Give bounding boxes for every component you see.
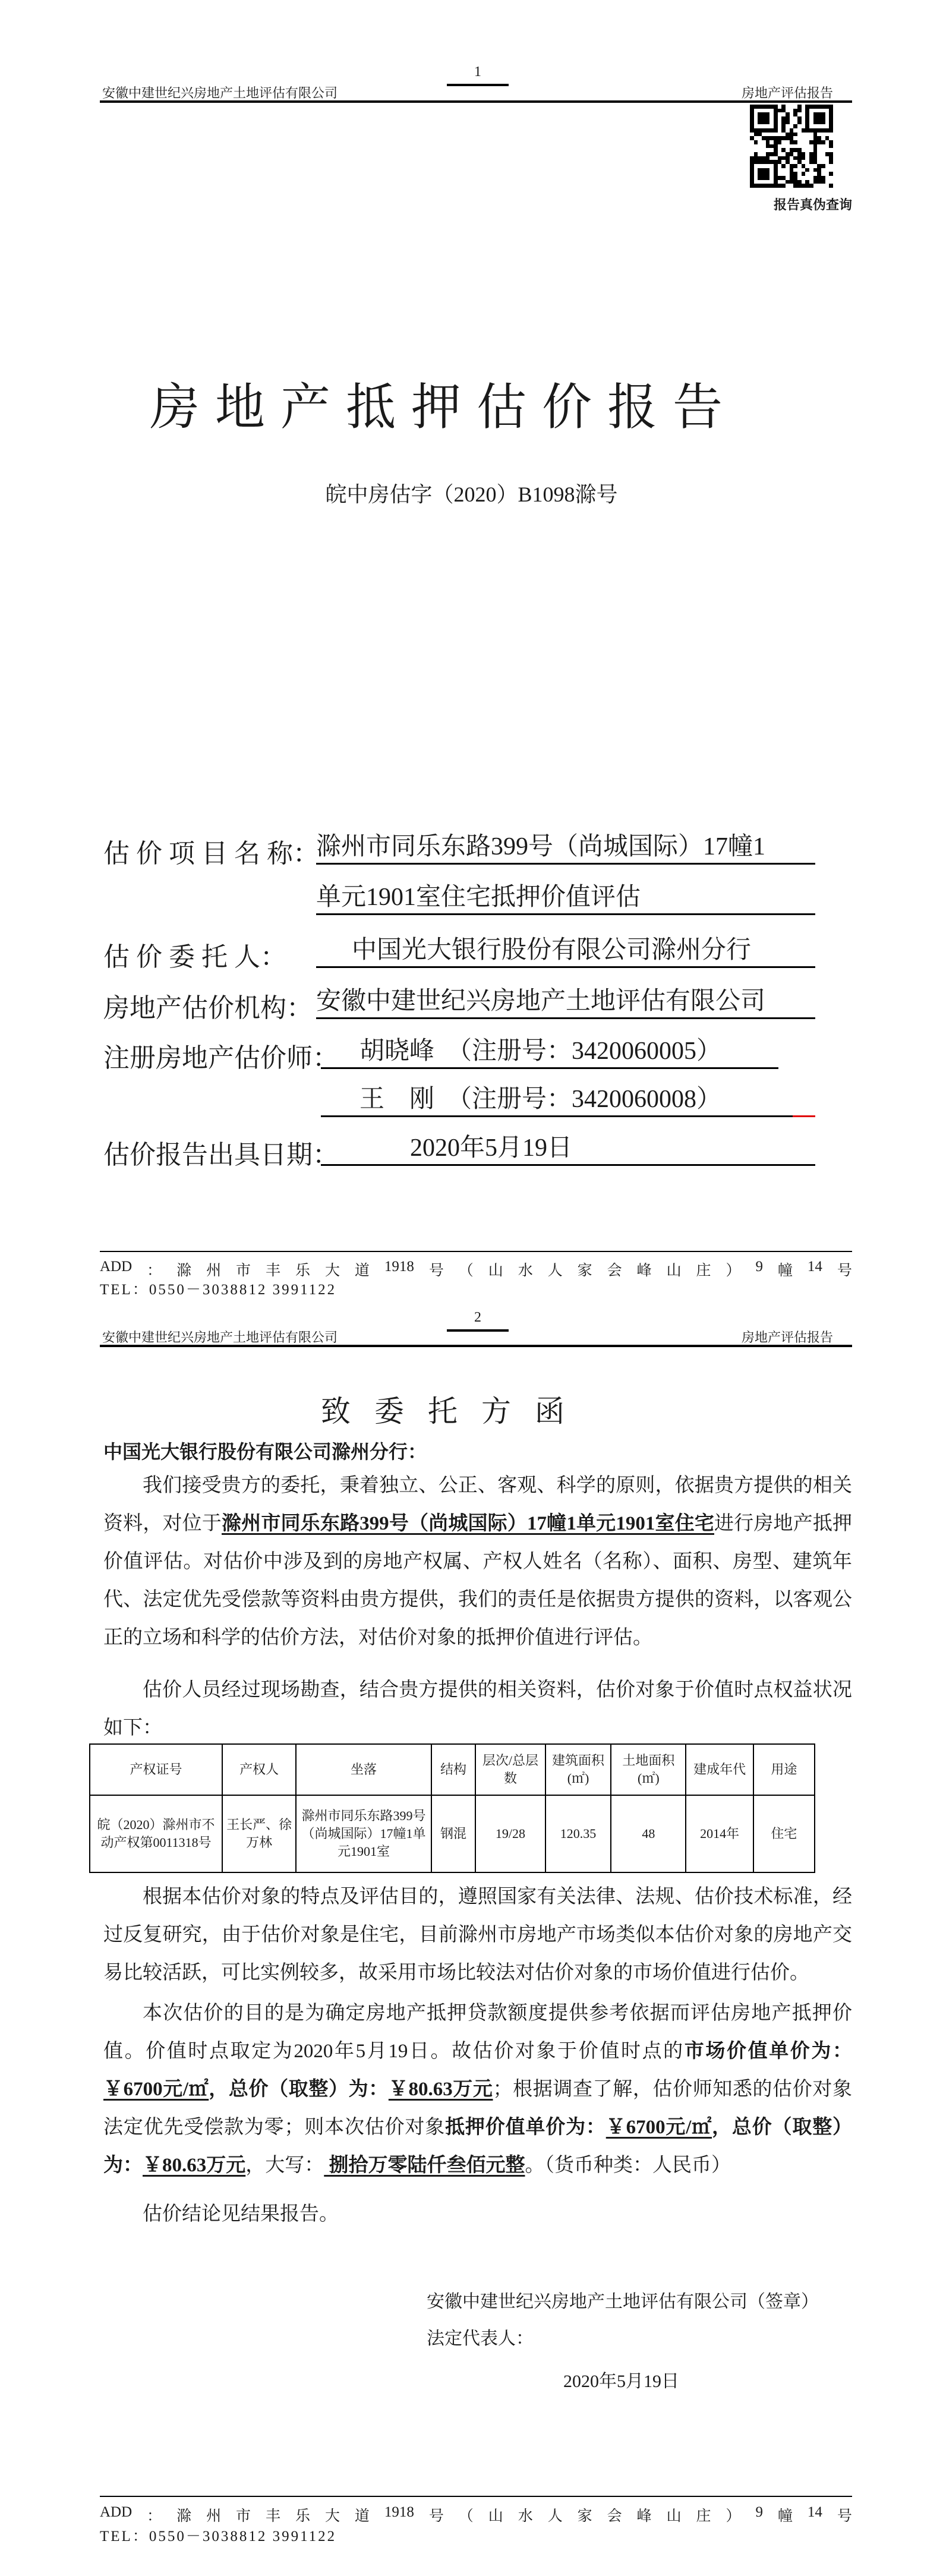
address-part: 人 [547,2508,563,2524]
qr-code-icon[interactable] [750,105,833,188]
text: 本次估价的目的是为确定房地产抵押贷款额度提供参考依据而评估房地产抵押价值。价值时点取定为2020年5月19日。故估价对象于价值时点的 [103,2003,852,2062]
paragraph-method: 根据本估价对象的特点及评估目的，遵照国家有关法律、法规、估价技术标准，经过反复研究，由于估价对象是住宅，目前滁州市房地产市场类似本估价对象的房地产交易比较活跃，可比实例较多，故采用市场比较法对估价对象的市场价值进行估价。 [103,1886,852,1984]
footer-rule [100,1251,852,1252]
report-title: 房地产抵押估价报告 [150,380,739,436]
agency-label: 房地产估价机构： [103,994,313,1023]
address-part: 市 [236,1263,251,1279]
address-part: 9 [755,2504,763,2520]
paragraph-intro [103,1467,852,1657]
table-cell: 48 [611,1795,686,1872]
header-doc-type: 房地产评估报告 [741,1330,833,1345]
client-value [316,934,815,968]
address-part: 山 [666,2508,682,2524]
column-header: 建成年代 [686,1744,753,1795]
address-part: 会 [607,1263,622,1279]
address-part: ） [726,1263,741,1279]
table-cell: 住宅 [753,1795,815,1872]
footer-tel: TEL：0550－3038812 3991122 [100,1282,337,1298]
address-part: 大 [324,1263,340,1279]
column-header: 层次/总层数 [475,1744,545,1795]
client-label: 估 价 委 托 人： [103,942,286,972]
appraiser-1 [321,1035,778,1069]
footer-address [100,2504,852,2525]
salutation: 中国光大银行股份有限公司滁州分行： [103,1441,427,1462]
address-part: 庄 [696,2508,711,2524]
report-number: 皖中房估字（2020）B1098滁号 [325,483,618,506]
address-part: 山 [666,1263,682,1279]
address-part: ADD [100,1259,133,1275]
text: 我们接受贵方的委托，秉着独立、公正、客观、科学的原则，依据贵方提供的相关资料，对位于 [103,1475,852,1534]
address-part: 9 [755,1259,763,1275]
paragraph-conclusion: 估价结论见结果报告。 [143,2203,339,2225]
address-part: ） [726,2508,741,2524]
paragraph-value [103,1994,852,2184]
address-part: 号 [837,2508,852,2524]
page-number: 1 [447,64,509,86]
address-part: 人 [547,1263,563,1279]
table-cell: 王长严、徐万林 [222,1795,296,1872]
column-header: 坐落 [296,1744,431,1795]
header-company: 安徽中建世纪兴房地产土地评估有限公司 [102,86,338,100]
header-rule [100,1345,852,1347]
address-part: 乐 [295,2508,310,2524]
footer-rule [100,2496,852,2497]
property-address: 滁州市同乐东路399号（尚城国际）17幢1单元1901室住宅 [222,1513,714,1534]
address-part: 会 [607,2508,622,2524]
text: ，总价（取整）为： [209,2079,389,2100]
column-header: 产权证号 [90,1744,222,1795]
footer-tel: TEL：0550－3038812 3991122 [100,2528,337,2545]
text: ，总价（取整）为： [103,2117,853,2176]
project-value-line1: 滁州市同乐东路399号（尚城国际）17幢1 [316,831,815,865]
table-cell: 120.35 [545,1795,611,1872]
property-table [89,1743,815,1873]
text: ，大写： [245,2155,324,2176]
market-total-price: ￥80.63万元 [388,2079,493,2100]
address-part: 14 [807,1259,822,1275]
header-doc-type: 房地产评估报告 [741,86,833,100]
footer-address [100,1259,852,1280]
address-part: 乐 [295,1263,310,1279]
address-part: 水 [518,2508,533,2524]
appraiser-2 [321,1083,815,1115]
address-part: 1918 [384,2504,414,2520]
project-value-line2: 单元1901室住宅抵押价值评估 [316,881,815,915]
address-part: 号 [428,1263,444,1279]
mortgage-total-price: ￥80.63万元 [143,2155,246,2176]
text: ；根据调查了解，估价师知悉的估价对象法定优先受偿款为零；则本次估价对象 [103,2079,853,2138]
address-part: 14 [807,2504,822,2520]
table-cell: 19/28 [475,1795,545,1872]
column-header: 土地面积(㎡) [611,1744,686,1795]
header-company: 安徽中建世纪兴房地产土地评估有限公司 [102,1330,338,1345]
address-part: 峰 [636,2508,652,2524]
address-part: 水 [518,1263,533,1279]
table-cell: 皖（2020）滁州市不动产权第0011318号 [90,1795,222,1872]
address-part: ADD [100,2504,133,2520]
date-value [321,1132,815,1166]
address-part: 号 [428,2508,444,2524]
address-part: 州 [206,2508,222,2524]
date-label: 估价报告出具日期： [103,1140,339,1169]
address-part: 庄 [696,1263,711,1279]
text: 。（货币种类：人民币） [525,2155,731,2176]
address-part: 滁 [176,1263,192,1279]
address-part: ： [147,1263,162,1279]
address-part: （ [458,1263,474,1279]
address-part: 市 [236,2508,251,2524]
red-mark [793,1115,815,1117]
date-text: 2020年5月19日 [410,1134,573,1162]
column-header: 结构 [431,1744,475,1795]
appraiser-2-text: 王 刚 （注册号：3420060008） [359,1086,722,1113]
text: 进行房地产抵押价值评估。对估价中涉及到的房地产权属、产权人姓名（名称）、面积、房型、建筑年代、法定优先受偿款等资料由贵方提供，我们的责任是依据贵方提供的资料，以客观公正的立场和科学的估价方法，对估价对象的抵押价值进行评估。 [103,1513,853,1648]
page-number: 2 [447,1310,509,1332]
address-part: 幢 [777,1263,793,1279]
agency-value: 安徽中建世纪兴房地产土地评估有限公司 [316,985,815,1019]
signature-company: 安徽中建世纪兴房地产土地评估有限公司（签章） [427,2292,819,2312]
column-header: 用途 [753,1744,815,1795]
market-unit-price: ￥6700元/㎡ [103,2079,209,2100]
address-part: ： [147,2508,162,2524]
address-part: 丰 [266,1263,281,1279]
table-header-row [90,1744,815,1795]
appraiser-label: 注册房地产估价师： [103,1043,339,1073]
address-part: 山 [488,2508,503,2524]
table-row [90,1795,815,1872]
letter-title: 致委托方函 [321,1395,588,1428]
paragraph-survey: 估价人员经过现场勘查，结合贵方提供的相关资料，估价对象于价值时点权益状况如下： [103,1679,852,1739]
address-part: 幢 [777,2508,793,2524]
address-part: 家 [577,1263,592,1279]
client-name: 中国光大银行股份有限公司滁州分行 [352,937,752,964]
column-header: 产权人 [222,1744,296,1795]
address-part: 大 [324,2508,340,2524]
column-header: 建筑面积(㎡) [545,1744,611,1795]
table-cell: 2014年 [686,1795,753,1872]
address-part: 道 [354,1263,370,1279]
appraiser-2-underline [321,1115,793,1117]
header-rule [100,100,852,103]
address-part: 1918 [384,1259,414,1275]
address-part: 家 [577,2508,592,2524]
mortgage-unit-price: ￥6700元/㎡ [605,2117,712,2138]
appraiser-1-text: 胡晓峰 （注册号：3420060005） [359,1038,722,1065]
signature-date: 2020年5月19日 [563,2372,679,2391]
text: 抵押价值单价为： [445,2117,606,2138]
address-part: 山 [488,1263,503,1279]
address-part: 滁 [176,2508,192,2524]
address-part: 号 [837,1263,852,1279]
address-part: 峰 [636,1263,652,1279]
address-part: （ [458,2508,474,2524]
legal-representative: 法定代表人： [427,2329,534,2348]
table-cell: 钢混 [431,1795,475,1872]
address-part: 州 [206,1263,222,1279]
table-cell: 滁州市同乐东路399号（尚城国际）17幢1单元1901室 [296,1795,431,1872]
qr-caption: 报告真伪查询 [773,197,852,212]
address-part: 道 [354,2508,370,2524]
address-part: 丰 [266,2508,281,2524]
amount-in-words: 捌拾万零陆仟叁佰元整 [324,2155,525,2176]
project-label: 估 价 项 目 名 称： [103,839,319,868]
text: 市场价值单价为： [684,2041,853,2062]
